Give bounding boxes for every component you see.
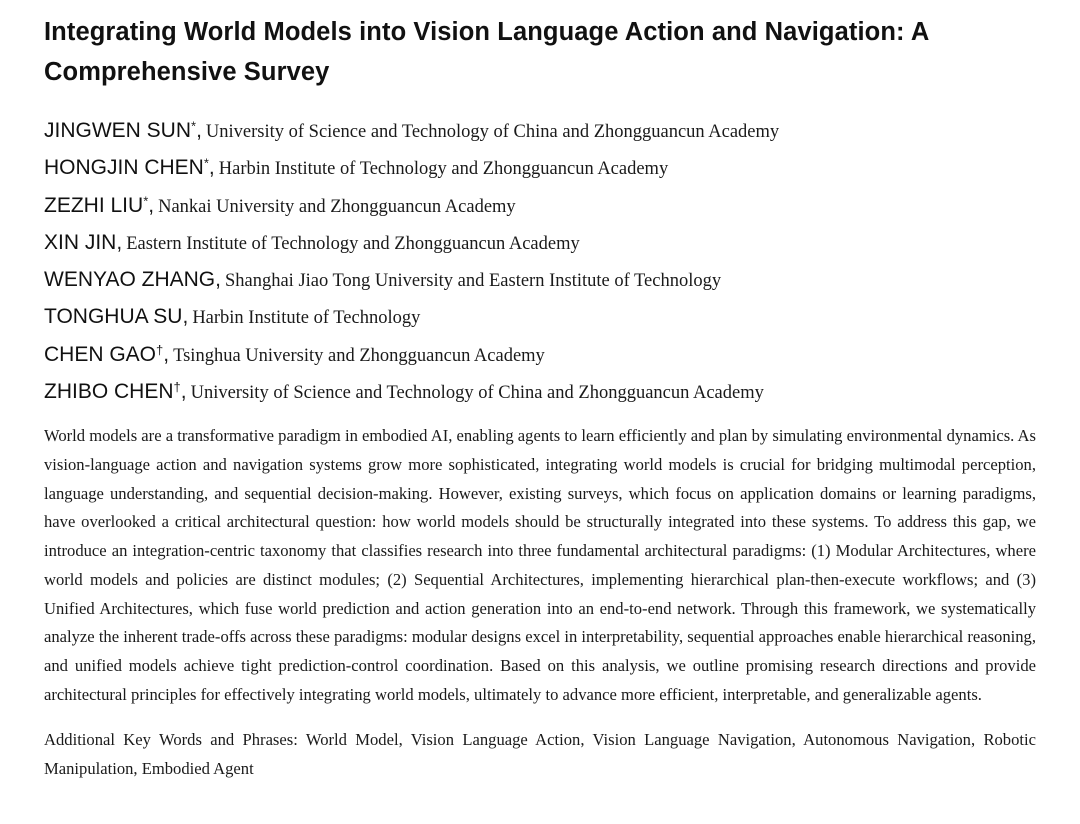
author-separator: , — [116, 230, 123, 254]
author-affiliation: Nankai University and Zhongguancun Academy — [158, 196, 516, 217]
author-name: ZEZHI LIU — [44, 193, 144, 217]
author-entry — [44, 336, 1036, 373]
author-mark: * — [191, 118, 197, 134]
author-entry — [44, 187, 1036, 224]
author-affiliation: University of Science and Technology of China and Zhongguancun Academy — [205, 122, 780, 142]
author-entry — [44, 298, 1036, 335]
author-affiliation: University of Science and Technology of China and Zhongguancun Academy — [190, 383, 764, 404]
author-separator: , — [208, 156, 215, 180]
author-separator: , — [182, 305, 189, 329]
author-name: JINGWEN SUN — [44, 119, 191, 142]
author-separator: , — [180, 380, 187, 404]
author-affiliation: Shanghai Jiao Tong University and Eastern Institute of Technology — [224, 271, 722, 292]
author-affiliation: Eastern Institute of Technology and Zhongguancun Academy — [126, 233, 580, 254]
author-separator: , — [148, 193, 155, 217]
paper-title: Integrating World Models into Vision Language Action and Navigation: A Comprehensive Survey — [44, 18, 929, 86]
keywords-text: Additional Key Words and Phrases: World Model, Vision Language Action, Vision Language Navigation, Autonomous Navigation, Robotic Manipulation, Embodied Agent — [44, 730, 1036, 778]
abstract-text: World models are a transformative paradigm in embodied AI, enabling agents to learn efficiently and plan by simulating environmental dynamics. As vision-language action and navigation systems grow more sophisticated, integrating world models is crucial for bridging multimodal perception, language understanding, and sequential decision-making. However, existing surveys, which focus on application domains or learning paradigms, have overlooked a critical architectural question: how world models should be structurally integrated into these systems. To address this gap, we introduce an integration-centric taxonomy that classifies research into three fundamental architectural paradigms: (1) Modular Architectures, where world models and policies are distinct modules; (2) Sequential Architectures, implementing hierarchical plan-then-execute workflows; and (3) Unified Architectures, which fuse world prediction and action generation into an end-to-end network. Through this framework, we systematically analyze the inherent trade-offs across these paradigms: modular designs excel in interpretability, sequential approaches enable hierarchical reasoning, and unified models achieve tight prediction-control coordination. Based on this analysis, we outline promising research directions and provide architectural principles for effectively integrating world models, ultimately to advance more efficient, interpretable, and generalizable agents. — [44, 426, 1037, 704]
author-affiliation: Harbin Institute of Technology — [192, 308, 421, 329]
author-entry — [44, 261, 1036, 298]
paper-page — [44, 12, 1036, 800]
author-separator: , — [215, 268, 221, 292]
author-mark: * — [143, 193, 149, 209]
author-list — [44, 112, 1036, 410]
author-mark: * — [203, 155, 209, 171]
author-separator: , — [196, 119, 202, 142]
author-entry — [44, 373, 1036, 410]
author-mark: † — [156, 342, 164, 358]
author-entry — [44, 112, 1036, 149]
author-name: CHEN GAO — [44, 342, 157, 366]
author-entry — [44, 149, 1036, 186]
author-name: WENYAO ZHANG — [44, 268, 216, 292]
author-entry — [44, 224, 1036, 261]
author-name: HONGJIN CHEN — [44, 156, 204, 180]
author-name: TONGHUA SU — [44, 305, 183, 329]
author-affiliation: Harbin Institute of Technology and Zhongguancun Academy — [218, 159, 669, 180]
author-affiliation: Tsinghua University and Zhongguancun Academy — [173, 345, 545, 366]
author-name: ZHIBO CHEN — [44, 380, 174, 404]
author-mark: † — [173, 379, 181, 395]
author-name: XIN JIN — [44, 230, 117, 254]
author-separator: , — [163, 342, 170, 366]
